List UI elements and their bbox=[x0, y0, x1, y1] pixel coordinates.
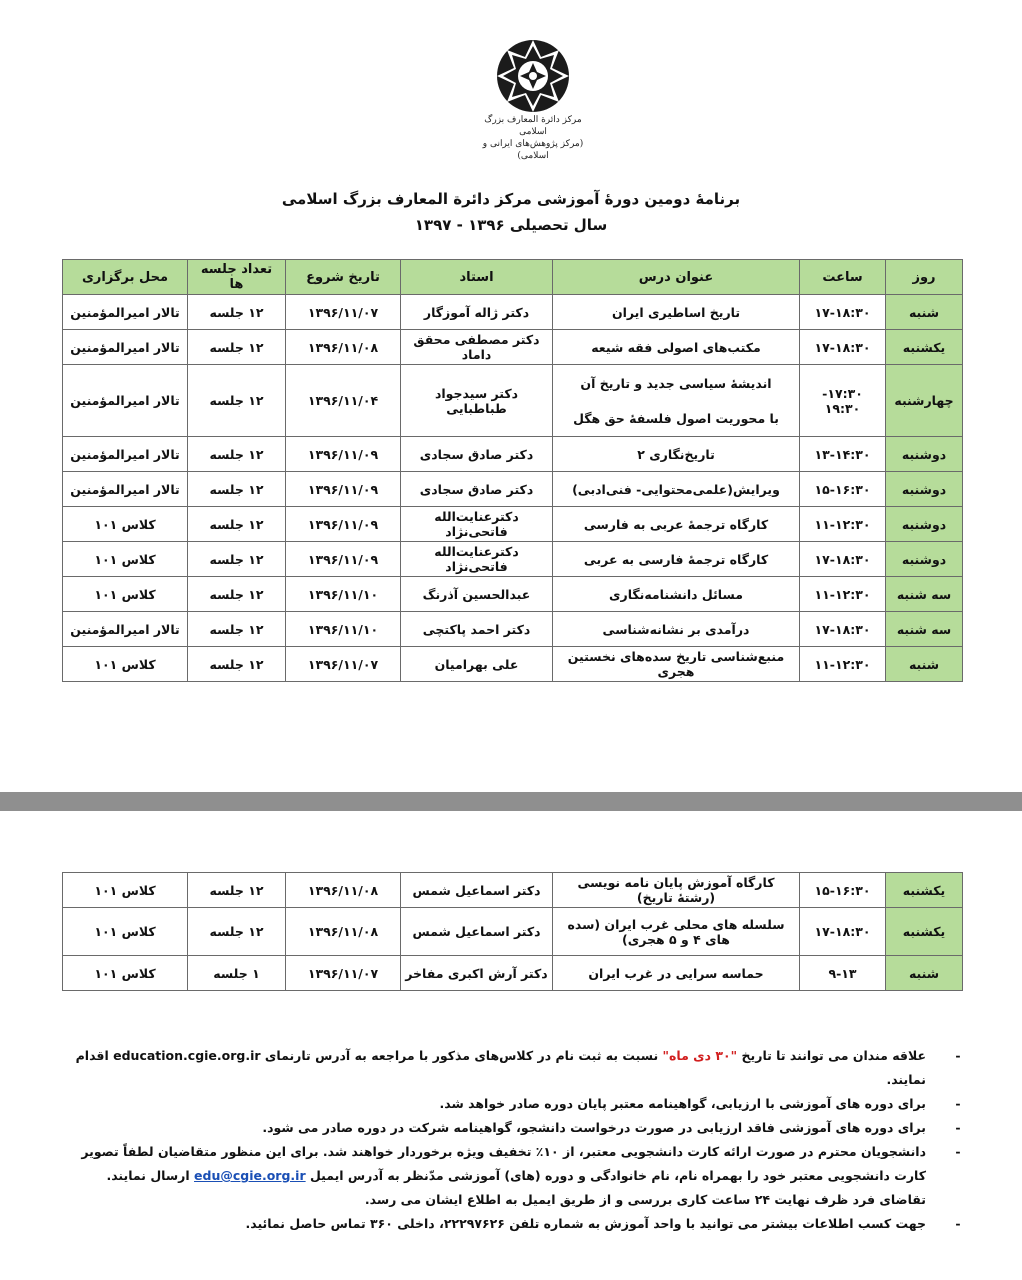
note-text: نسبت به ثبت نام در کلاس‌های مذکور با مراجعه به آدرس تارنمای bbox=[260, 1048, 663, 1063]
cell-sessions: ۱۲ جلسه bbox=[188, 647, 286, 682]
header-teacher: استاد bbox=[401, 260, 553, 295]
cell-start-date: ۱۳۹۶/۱۱/۱۰ bbox=[286, 577, 401, 612]
course-title: ویرایش(علمی‌محتوایی- فنی‌ادبی) bbox=[572, 481, 780, 497]
cell-time: ۱۵-۱۶:۳۰ bbox=[800, 472, 886, 507]
table-row bbox=[63, 507, 963, 542]
cell-day: سه شنبه bbox=[886, 577, 963, 612]
cell-sessions: ۱۲ جلسه bbox=[188, 873, 286, 908]
header-sessions: تعداد جلسه ها bbox=[188, 260, 286, 295]
note-contact bbox=[60, 1212, 966, 1236]
cell-time: ۱۳-۱۴:۳۰ bbox=[800, 437, 886, 472]
cell-sessions: ۱۲ جلسه bbox=[188, 612, 286, 647]
table-row bbox=[63, 365, 963, 437]
cell-teacher: دکتر صادق سجادی bbox=[401, 437, 553, 472]
cell-place: تالار امیرالمؤمنین bbox=[63, 612, 188, 647]
cell-start-date: ۱۳۹۶/۱۱/۰۹ bbox=[286, 437, 401, 472]
logo-text: مرکز دائرة المعارف بزرگ اسلامی bbox=[484, 115, 582, 137]
logo-subtext: (مرکز پژوهش‌های ایرانی و اسلامی) bbox=[482, 139, 584, 161]
cell-time: ۱۷-۱۸:۳۰ bbox=[800, 295, 886, 330]
page-title bbox=[0, 186, 1022, 238]
cell-day: یکشنبه bbox=[886, 873, 963, 908]
cell-time: ۹-۱۳ bbox=[800, 956, 886, 991]
cell-sessions: ۱۲ جلسه bbox=[188, 330, 286, 365]
table-row bbox=[63, 956, 963, 991]
cell-course bbox=[553, 542, 800, 577]
note-text: جهت کسب اطلاعات بیشتر می توانید با واحد آموزش به شماره تلفن ۲۲۲۹۷۶۲۶، داخلی ۳۶۰ تماس حاصل نمائید. bbox=[245, 1216, 926, 1231]
note-certificate bbox=[60, 1092, 966, 1116]
course-title: کارگاه آموزش پایان نامه نویسی (رشتۀ تاریخ) bbox=[577, 875, 775, 905]
cell-start-date: ۱۳۹۶/۱۱/۰۴ bbox=[286, 365, 401, 437]
bullet-dash: - bbox=[955, 1144, 961, 1159]
cell-course bbox=[553, 612, 800, 647]
cell-day: دوشنبه bbox=[886, 542, 963, 577]
note-text: برای دوره های آموزشی با ارزیابی، گواهینامه معتبر پایان دوره صادر خواهد شد. bbox=[439, 1096, 926, 1111]
note-text: برای دوره های آموزشی فاقد ارزیابی در صورت درخواست دانشجو، گواهینامه شرکت در دوره صادر می شود. bbox=[262, 1120, 926, 1135]
cell-time: ۱۷-۱۸:۳۰ bbox=[800, 908, 886, 956]
header-time: ساعت bbox=[800, 260, 886, 295]
course-title: مکتب‌های اصولی فقه شیعه bbox=[591, 339, 761, 355]
cell-time: ۱۷-۱۸:۳۰ bbox=[800, 612, 886, 647]
cell-sessions: ۱۲ جلسه bbox=[188, 365, 286, 437]
note-attendance-certificate bbox=[60, 1116, 966, 1140]
cell-sessions: ۱۲ جلسه bbox=[188, 472, 286, 507]
cell-time: ۱۷-۱۸:۳۰ bbox=[800, 542, 886, 577]
divider-band bbox=[0, 792, 1022, 811]
deadline-date: "۳۰ دی ماه" bbox=[662, 1048, 738, 1063]
cell-course bbox=[553, 295, 800, 330]
course-title: حماسه سرایی در غرب ایران bbox=[588, 965, 764, 981]
cell-teacher: دکتر احمد پاکتچی bbox=[401, 612, 553, 647]
website-link[interactable]: education.cgie.org.ir bbox=[113, 1048, 261, 1063]
cell-day: سه شنبه bbox=[886, 612, 963, 647]
note-text: ارسال نمایند. تقاضای فرد ظرف نهایت ۲۴ ساعت کاری بررسی و از طریق ایمیل به اطلاع ایشان می رسد. bbox=[106, 1168, 926, 1207]
course-title: اندیشۀ سیاسی جدید و تاریخ آن bbox=[580, 375, 772, 391]
course-title: مسائل دانشنامه‌نگاری bbox=[609, 586, 743, 602]
header-start-date: تاریخ شروع bbox=[286, 260, 401, 295]
cell-place: تالار امیرالمؤمنین bbox=[63, 330, 188, 365]
cell-sessions: ۱۲ جلسه bbox=[188, 295, 286, 330]
cell-day: دوشنبه bbox=[886, 437, 963, 472]
cell-course bbox=[553, 507, 800, 542]
cell-day: یکشنبه bbox=[886, 908, 963, 956]
cell-time: ۱۵-۱۶:۳۰ bbox=[800, 873, 886, 908]
cell-teacher: دکتر آرش اکبری مفاخر bbox=[401, 956, 553, 991]
course-title: کارگاه ترجمۀ فارسی به عربی bbox=[583, 551, 769, 567]
cell-teacher: دکتر صادق سجادی bbox=[401, 472, 553, 507]
header-day: روز bbox=[886, 260, 963, 295]
email-link[interactable]: edu@cgie.org.ir bbox=[194, 1168, 306, 1183]
cell-sessions: ۱ جلسه bbox=[188, 956, 286, 991]
logo bbox=[478, 38, 588, 163]
cell-start-date: ۱۳۹۶/۱۱/۱۰ bbox=[286, 612, 401, 647]
table-row bbox=[63, 647, 963, 682]
cell-teacher: دکترعنایت‌الله فاتحی‌نژاد bbox=[401, 507, 553, 542]
cell-start-date: ۱۳۹۶/۱۱/۰۸ bbox=[286, 873, 401, 908]
cell-start-date: ۱۳۹۶/۱۱/۰۷ bbox=[286, 295, 401, 330]
cell-day: یکشنبه bbox=[886, 330, 963, 365]
table-row bbox=[63, 577, 963, 612]
cell-course bbox=[553, 908, 800, 956]
cell-place: کلاس ۱۰۱ bbox=[63, 647, 188, 682]
course-subtitle: با محوریت اصول فلسفۀ حق هگل bbox=[573, 410, 779, 426]
table-row bbox=[63, 437, 963, 472]
cell-start-date: ۱۳۹۶/۱۱/۰۷ bbox=[286, 647, 401, 682]
cell-course bbox=[553, 647, 800, 682]
cell-start-date: ۱۳۹۶/۱۱/۰۸ bbox=[286, 908, 401, 956]
cell-start-date: ۱۳۹۶/۱۱/۰۹ bbox=[286, 472, 401, 507]
cell-day: چهارشنبه bbox=[886, 365, 963, 437]
cell-start-date: ۱۳۹۶/۱۱/۰۷ bbox=[286, 956, 401, 991]
cell-sessions: ۱۲ جلسه bbox=[188, 577, 286, 612]
schedule-table bbox=[62, 259, 963, 682]
course-title: تاریخ‌نگاری ۲ bbox=[637, 446, 715, 462]
cell-place: تالار امیرالمؤمنین bbox=[63, 365, 188, 437]
cell-place: تالار امیرالمؤمنین bbox=[63, 295, 188, 330]
bullet-dash: - bbox=[955, 1048, 961, 1063]
cell-course bbox=[553, 472, 800, 507]
rosette-emblem-icon bbox=[495, 38, 571, 114]
cell-day: شنبه bbox=[886, 956, 963, 991]
cell-sessions: ۱۲ جلسه bbox=[188, 437, 286, 472]
table-row bbox=[63, 295, 963, 330]
cell-sessions: ۱۲ جلسه bbox=[188, 507, 286, 542]
cell-day: دوشنبه bbox=[886, 507, 963, 542]
course-title: تاریخ اساطیری ایران bbox=[611, 304, 741, 320]
table-row bbox=[63, 612, 963, 647]
title-line-1: برنامۀ دومین دورۀ آموزشی مرکز دائرة المعارف بزرگ اسلامی bbox=[281, 190, 741, 208]
cell-course bbox=[553, 365, 800, 437]
schedule-table-extra bbox=[62, 872, 963, 991]
cell-time: ۱۷-۱۸:۳۰ bbox=[800, 330, 886, 365]
cell-time: ۱۷:۳۰- ۱۹:۳۰ bbox=[800, 365, 886, 437]
table-row bbox=[63, 330, 963, 365]
cell-course bbox=[553, 873, 800, 908]
cell-course bbox=[553, 437, 800, 472]
cell-teacher: دکتر مصطفی محقق داماد bbox=[401, 330, 553, 365]
cell-day: شنبه bbox=[886, 647, 963, 682]
note-student-discount bbox=[60, 1140, 966, 1212]
bullet-dash: - bbox=[955, 1120, 961, 1135]
note-text: اقدام نمایند. bbox=[75, 1048, 926, 1087]
note-registration bbox=[60, 1044, 966, 1092]
table-row bbox=[63, 542, 963, 577]
table-row bbox=[63, 908, 963, 956]
cell-day: شنبه bbox=[886, 295, 963, 330]
cell-teacher: دکتر سیدجواد طباطبایی bbox=[401, 365, 553, 437]
cell-place: تالار امیرالمؤمنین bbox=[63, 472, 188, 507]
cell-teacher: دکتر اسماعیل شمس bbox=[401, 908, 553, 956]
header-course: عنوان درس bbox=[553, 260, 800, 295]
cell-teacher: دکترعنایت‌الله فاتحی‌نژاد bbox=[401, 542, 553, 577]
cell-course bbox=[553, 577, 800, 612]
cell-place: کلاس ۱۰۱ bbox=[63, 507, 188, 542]
cell-place: کلاس ۱۰۱ bbox=[63, 873, 188, 908]
cell-course bbox=[553, 956, 800, 991]
course-title: درآمدی بر نشانه‌شناسی bbox=[602, 621, 750, 637]
note-text: علاقه مندان می توانند تا تاریخ bbox=[737, 1048, 926, 1063]
notes-list bbox=[60, 1044, 966, 1236]
cell-place: کلاس ۱۰۱ bbox=[63, 956, 188, 991]
cell-start-date: ۱۳۹۶/۱۱/۰۹ bbox=[286, 542, 401, 577]
course-title: سلسله های محلی غرب ایران (سده های ۴ و ۵ هجری) bbox=[567, 916, 785, 947]
bullet-dash: - bbox=[955, 1216, 961, 1231]
cell-course bbox=[553, 330, 800, 365]
cell-teacher: دکتر ژاله آموزگار bbox=[401, 295, 553, 330]
cell-time: ۱۱-۱۲:۳۰ bbox=[800, 577, 886, 612]
cell-time: ۱۱-۱۲:۳۰ bbox=[800, 507, 886, 542]
cell-sessions: ۱۲ جلسه bbox=[188, 908, 286, 956]
title-line-2: سال تحصیلی ۱۳۹۶ - ۱۳۹۷ bbox=[414, 216, 608, 234]
cell-place: کلاس ۱۰۱ bbox=[63, 542, 188, 577]
cell-teacher: علی بهرامیان bbox=[401, 647, 553, 682]
bullet-dash: - bbox=[955, 1096, 961, 1111]
cell-time: ۱۱-۱۲:۳۰ bbox=[800, 647, 886, 682]
course-title: کارگاه ترجمۀ عربی به فارسی bbox=[583, 516, 769, 532]
cell-place: کلاس ۱۰۱ bbox=[63, 577, 188, 612]
cell-start-date: ۱۳۹۶/۱۱/۰۸ bbox=[286, 330, 401, 365]
cell-teacher: عبدالحسین آذرنگ bbox=[401, 577, 553, 612]
cell-place: تالار امیرالمؤمنین bbox=[63, 437, 188, 472]
cell-day: دوشنبه bbox=[886, 472, 963, 507]
cell-place: کلاس ۱۰۱ bbox=[63, 908, 188, 956]
table-row bbox=[63, 472, 963, 507]
header-place: محل برگزاری bbox=[63, 260, 188, 295]
table-header-row bbox=[63, 260, 963, 295]
table-row bbox=[63, 873, 963, 908]
cell-teacher: دکتر اسماعیل شمس bbox=[401, 873, 553, 908]
cell-start-date: ۱۳۹۶/۱۱/۰۹ bbox=[286, 507, 401, 542]
course-title: منبع‌شناسی تاریخ سده‌های نخستین هجری bbox=[567, 649, 785, 679]
cell-sessions: ۱۲ جلسه bbox=[188, 542, 286, 577]
note-text: دانشجویان محترم در صورت ارائه کارت دانشجویی معتبر، از ۱۰٪ تخفیف ویژه برخوردار خواهند شد. برای این منظور متقاضیان لطفاً تصویر کارت دانشجویی معتبر خود را بهمراه نام، نام خانوادگی و دوره (های) آموزشی مدّنظر به آدرس ایمیل bbox=[81, 1144, 926, 1183]
